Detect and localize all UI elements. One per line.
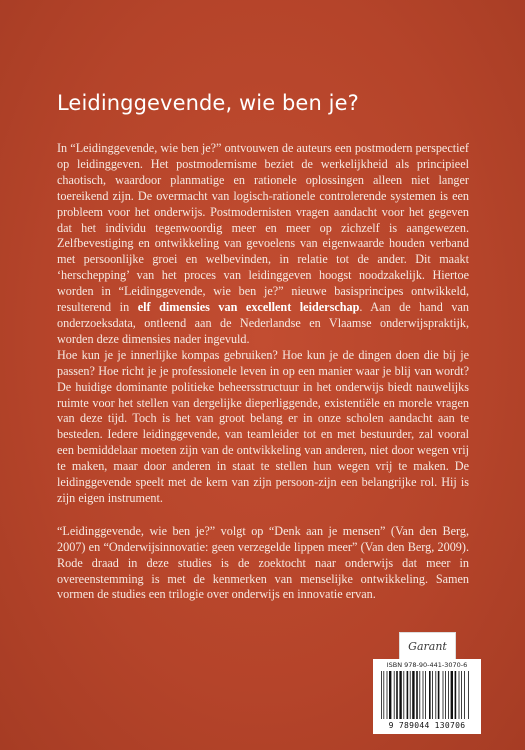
paragraph-1-bold-phrase: elf dimensies van excellent leiderschap: [137, 300, 360, 315]
paragraph-1-text-b: . Aan de hand van onderzoeksdata, ontleend aan de Nederlandse en Vlaamse onderwijspraktijk, worden deze dimensies nader ingevuld.: [57, 300, 469, 346]
publisher-logo: [399, 632, 456, 661]
paragraph-2: Hoe kun je je innerlijke kompas gebruiken? Hoe kun je de dingen doen die bij je passen? Hoe richt je je professionele leven in op een manier waar je blij van wordt? De huidige dominante politieke beheersstructuur in het onderwijs biedt nauwelijks ruimte voor het stellen van dergelijke dieperliggende, existentiële en morele vragen van deze tijd. Toch is het van groot belang er in onze scholen aandacht aan te besteden. Iedere leidinggevende, van teamleider tot en met bestuurder, zal vooral een bemiddelaar moeten zijn van de ontwikkeling van anderen, niet door wegen vrij te maken, maar door anderen in staat te stellen hun wegen vrij te maken. De leidinggevende speelt met de kern van zijn persoon-zijn een belangrijke rol. Hij is zijn eigen instrument.: [57, 347, 469, 505]
book-title: Leidinggevende, wie ben je?: [57, 91, 359, 115]
paragraph-1: [57, 141, 469, 348]
paragraph-1-text-a: In “Leidinggevende, wie ben je?” ontvouwen de auteurs een postmodern perspectief op leidinggeven. Het postmodernisme beziet de werkelijkheid als principieel chaotisch, waardoor planmatige en rationele oplossingen alleen niet langer toereikend zijn. De overmacht van logisch-rationele controlerende systemen is een probleem voor het onderwijs. Postmodernisten vragen aandacht voor het gegeven dat het individu tegenwoordig meer en meer op zichzelf is aangewezen. Zelfbevestiging en ontwikkeling van gevoelens van eigenwaarde houden verband met persoonlijke groei en welbevinden, in relatie tot de ander. Dit maakt ‘herschepping’ van het proces van leidinggeven hoogst noodzakelijk. Hiertoe worden in “Leidinggevende, wie ben je?” nieuwe basisprincipes ontwikkeld, resulterend in: [57, 141, 469, 315]
barcode-label: [373, 659, 481, 734]
blurb: [57, 141, 469, 603]
barcode-icon: [379, 671, 475, 721]
isbn-text: ISBN 978-90-441-3070-6: [386, 661, 468, 669]
paragraph-3: “Leidinggevende, wie ben je?” volgt op “Denk aan je mensen” (Van den Berg, 2007) en “Onderwijsinnovatie: geen verzegelde lippen meer” (Van den Berg, 2009). Rode draad in deze studies is de zoektocht naar onderwijs dat meer in overeenstemming is met de kenmerken van menselijke ontwikkeling. Samen vormen de studies een trilogie over onderwijs en innovatie ervan.: [57, 523, 469, 602]
barcode-number: 9 789044 130706: [388, 721, 466, 730]
publisher-name: Garant: [408, 640, 447, 653]
